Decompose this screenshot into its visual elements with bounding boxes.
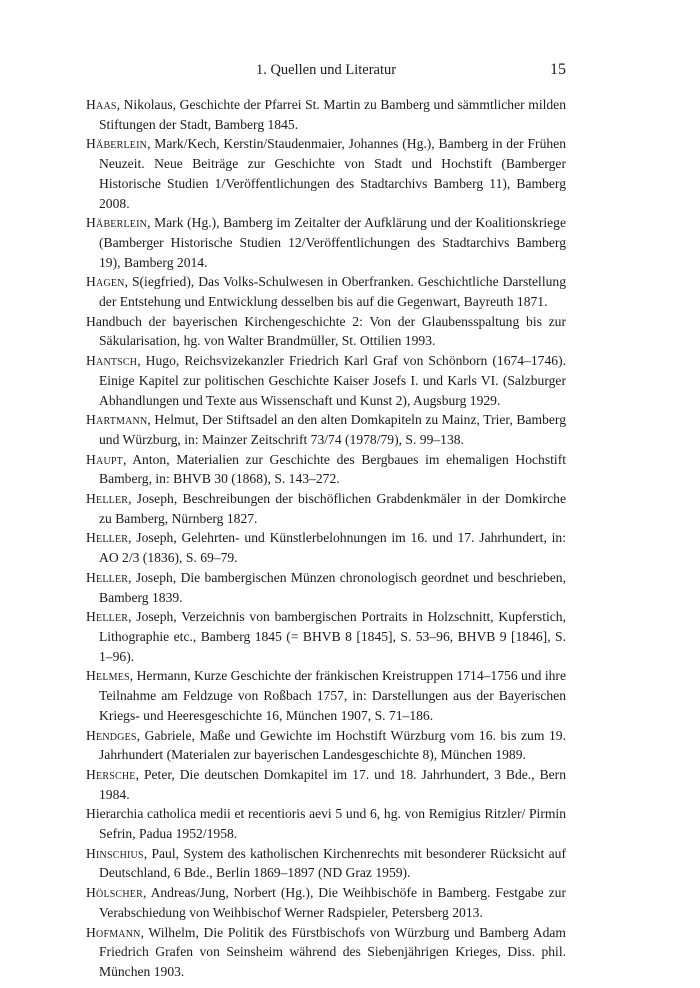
bibliography-entry [86, 312, 566, 351]
bibliography-entry [86, 351, 566, 410]
entry-text: , Hermann, Kurze Geschichte der fränkischen Kreistruppen 1714–1756 und ihre Teilnahme am Feldzuge von Roßbach 1757, in: Darstellungen aus der Bayerischen Kriegs- und Heeresgeschichte 16, München 1907, S. 71–186. [99, 668, 566, 723]
entry-text: , Mark/Kech, Kerstin/Staudenmaier, Johannes (Hg.), Bamberg in der Frühen Neuzeit. Neue Beiträge zur Geschichte von Stadt und Hochstift (Bamberger Historische Studien 1/Veröffentlichungen des Stadtarchivs Bamberg 11), Bamberg 2008. [99, 136, 566, 211]
entry-author: Häberlein [86, 215, 148, 231]
entry-text: , Gabriele, Maße und Gewichte im Hochstift Würzburg vom 16. bis zum 19. Jahrhundert (Materialen zur bayerischen Landesgeschichte 8), München 1989. [99, 727, 566, 763]
entry-text: , Paul, System des katholischen Kirchenrechts mit besonderer Rücksicht auf Deutschland, 6 Bde., Berlin 1869–1897 (ND Graz 1959). [99, 845, 566, 881]
bibliography-entry [86, 410, 566, 449]
bibliography-entry [86, 923, 566, 982]
entry-text: Hierarchia catholica medii et recentioris aevi 5 und 6, hg. von Remigius Ritzler/ Pirmin Sefrin, Padua 1952/1958. [86, 806, 566, 842]
bibliography-entry [86, 883, 566, 922]
bibliography-entry [86, 528, 566, 567]
entry-author: Hendges [86, 727, 137, 743]
entry-author: Häberlein [86, 136, 148, 152]
entry-author: Hinschius [86, 845, 144, 861]
bibliography-entry [86, 804, 566, 843]
entry-text: , Joseph, Beschreibungen der bischöflichen Grabdenkmäler in der Domkirche zu Bamberg, Nürnberg 1827. [99, 491, 566, 526]
entry-text: , Joseph, Verzeichnis von bambergischen Portraits in Holzschnitt, Kupferstich, Lithographie etc., Bamberg 1845 (= BHVB 8 [1845], S. 53–96, BHVB 9 [1846], S. 1–96). [99, 609, 566, 664]
page-number: 15 [550, 61, 566, 78]
entry-author: Heller [86, 530, 129, 546]
entry-text: , Joseph, Gelehrten- und Künstlerbelohnungen im 16. und 17. Jahrhundert, in: AO 2/3 (1836), S. 69–79. [99, 530, 566, 566]
entry-text: , Wilhelm, Die Politik des Fürstbischofs von Würzburg und Bamberg Adam Friedrich Grafen von Seinsheim während des Siebenjährigen Krieges, Diss. phil. München 1903. [99, 924, 566, 979]
bibliography-entry [86, 765, 566, 804]
entry-author: Hartmann [86, 412, 148, 428]
entry-author: Heller [86, 569, 129, 585]
entry-author: Heller [86, 491, 129, 507]
bibliography-entry [86, 607, 566, 666]
entry-text: , Nikolaus, Geschichte der Pfarrei St. Martin zu Bamberg und sämmtlicher milden Stiftungen der Stadt, Bamberg 1845. [99, 97, 566, 132]
bibliography-entry [86, 568, 566, 607]
entry-author: Helmes [86, 668, 130, 684]
bibliography-list [86, 95, 566, 982]
running-title: 1. Quellen und Literatur [255, 62, 397, 78]
entry-author: Hantsch [86, 353, 138, 369]
entry-text: , Helmut, Der Stiftsadel an den alten Domkapiteln zu Mainz, Trier, Bamberg und Würzburg, in: Mainzer Zeitschrift 73/74 (1978/79), S. 99–138. [99, 412, 566, 447]
entry-text: , Joseph, Die bambergischen Münzen chronologisch geordnet und beschrieben, Bamberg 1839. [99, 569, 566, 605]
bibliography-entry [86, 489, 566, 528]
bibliography-entry [86, 134, 566, 213]
entry-author: Heller [86, 609, 129, 625]
entry-text: , Hugo, Reichsvizekanzler Friedrich Karl Graf von Schönborn (1674–1746). Einige Kapitel zur politischen Geschichte Kaiser Josefs I. und Karls VI. (Salzburger Abhandlungen und Texte aus Wissenschaft und Kunst 2), Augsburg 1929. [99, 353, 566, 408]
entry-author: Hersche [86, 766, 136, 782]
entry-text: , Mark (Hg.), Bamberg im Zeitalter der Aufklärung und der Koalitionskriege (Bamberger Historische Studien 12/Veröffentlichungen des Stadtarchivs Bamberg 19), Bamberg 2014. [99, 215, 566, 270]
entry-text: , S(iegfried), Das Volks-Schulwesen in Oberfranken. Geschichtliche Darstellung der Entstehung und Entwicklung desselben bis auf die Gegenwart, Bayreuth 1871. [99, 274, 566, 310]
bibliography-entry [86, 666, 566, 725]
bibliography-entry [86, 95, 566, 134]
entry-author: Haupt [86, 451, 123, 467]
entry-author: Hölscher [86, 885, 143, 901]
entry-author: Haas [86, 97, 117, 112]
entry-author: Hagen [86, 274, 125, 290]
bibliography-entry [86, 726, 566, 765]
bibliography-entry [86, 844, 566, 883]
entry-text: , Andreas/Jung, Norbert (Hg.), Die Weihbischöfe in Bamberg. Festgabe zur Verabschiedung von Weihbischof Werner Radspieler, Petersberg 2013. [99, 885, 566, 920]
bibliography-entry [86, 272, 566, 311]
entry-author: Hofmann [86, 924, 141, 940]
entry-text: , Peter, Die deutschen Domkapitel im 17. und 18. Jahrhundert, 3 Bde., Bern 1984. [99, 766, 566, 802]
bibliography-entry [86, 213, 566, 272]
entry-text: , Anton, Materialien zur Geschichte des Bergbaues im ehemaligen Hochstift Bamberg, in: BHVB 30 (1868), S. 143–272. [99, 451, 566, 487]
bibliography-entry [86, 450, 566, 489]
entry-text: Handbuch der bayerischen Kirchengeschichte 2: Von der Glaubensspaltung bis zur Säkularisation, hg. von Walter Brandmüller, St. Ottilien 1993. [86, 313, 566, 349]
